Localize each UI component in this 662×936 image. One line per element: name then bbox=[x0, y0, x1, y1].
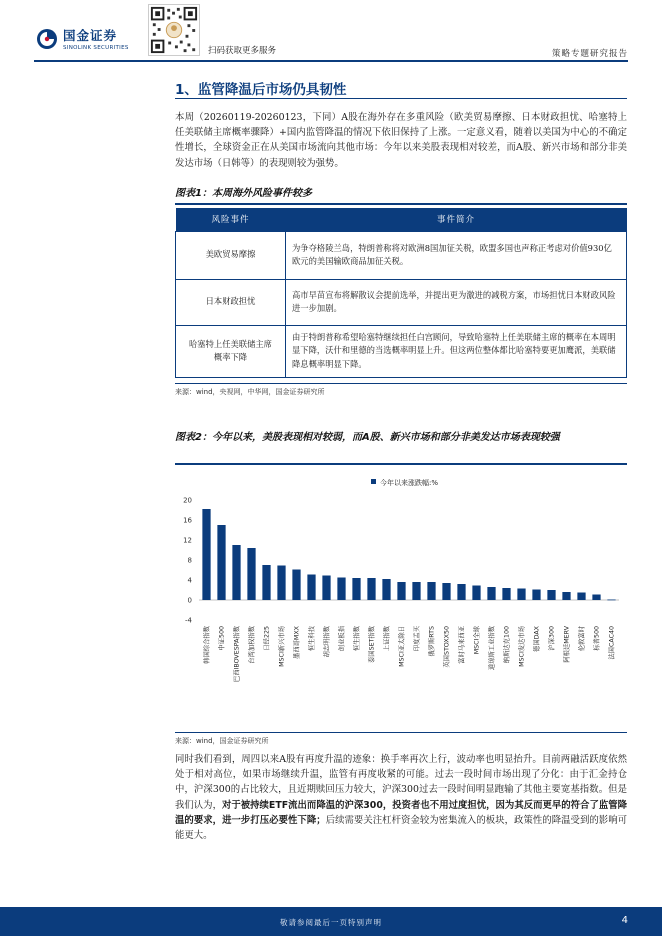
company-logo bbox=[36, 26, 129, 51]
bar bbox=[322, 576, 330, 601]
bar bbox=[202, 509, 210, 600]
x-tick-label: 法国CAC40 bbox=[608, 626, 616, 660]
table-cell-event: 日本财政担忧 bbox=[176, 279, 286, 325]
table-cell-desc: 由于特朗普称希望哈塞特继续担任白宫顾问，导致哈塞特上任美联储主席的概率在本周明显下降，沃什和里德的当选概率明显上升。但这两位整体都比哈塞特要更加鹰派，美联储降息概率明显下降。 bbox=[286, 325, 627, 377]
figure2-title: 图表2：今年以来，美股表现相对较弱，而A股、新兴市场和部分非美发达市场表现较强 bbox=[175, 432, 560, 443]
report-type: 策略专题研究报告 bbox=[551, 49, 628, 59]
table-header-event: 风险事件 bbox=[176, 208, 286, 231]
table-cell-desc: 高市早苗宣布将解散议会提前选举，并提出更为激进的减税方案，市场担忧日本财政风险进一步加剧。 bbox=[286, 279, 627, 325]
bar bbox=[292, 570, 300, 601]
section-divider bbox=[175, 98, 627, 99]
page-footer bbox=[0, 907, 662, 936]
x-tick-label: MSCI亚太除日 bbox=[398, 626, 406, 667]
figure1-source: 来源：wind，央视网，中华网，国金证券研究所 bbox=[175, 388, 325, 396]
bar bbox=[577, 593, 585, 601]
x-tick-label: 富时马来西亚 bbox=[458, 626, 466, 664]
bar bbox=[232, 545, 240, 600]
bar bbox=[442, 583, 450, 600]
table-cell-event: 哈塞特上任美联储主席概率下降 bbox=[176, 325, 286, 377]
bar bbox=[457, 584, 465, 600]
x-tick-label: 日经225 bbox=[263, 626, 271, 651]
figure1-title: 图表1：本周海外风险事件较多 bbox=[175, 188, 312, 199]
qr-caption: 扫码获取更多服务 bbox=[208, 46, 277, 56]
table-header-desc: 事件简介 bbox=[286, 208, 627, 231]
x-tick-label: 沪深300 bbox=[548, 626, 556, 651]
bar bbox=[397, 582, 405, 600]
x-tick-label: 创业板指 bbox=[338, 626, 346, 652]
analysis-text-b: 后续需要关注杠杆资金较为密集流入的板块，政策性的降温受到的影响可能更大。 bbox=[175, 814, 627, 842]
figure2-rule bbox=[175, 463, 627, 465]
x-tick-label: 标普500 bbox=[593, 626, 601, 651]
table-cell-desc: 为争夺格陵兰岛，特朗普称将对欧洲8国加征关税，欧盟多国也声称正考虑对价值930亿欧元的美国输欧商品加征关税。 bbox=[286, 231, 627, 279]
legend-swatch bbox=[371, 479, 376, 484]
analysis-paragraph bbox=[175, 752, 627, 843]
bar bbox=[367, 578, 375, 600]
x-tick-label: 英国STOXX50 bbox=[443, 626, 451, 668]
bar bbox=[352, 578, 360, 600]
analysis-text-bold: 对于被持续ETF流出而降温的沪深300，投资者也不用过度担忧，因为其反而更早的符合了监管降温的要求，进一步打压必要性下降； bbox=[175, 799, 627, 826]
bar bbox=[382, 579, 390, 600]
y-tick-label: 4 bbox=[187, 576, 192, 585]
sinolink-logo-icon bbox=[36, 28, 58, 50]
bar bbox=[412, 582, 420, 600]
figure1-bottom-rule bbox=[175, 383, 627, 384]
bar bbox=[217, 525, 225, 600]
bar bbox=[532, 590, 540, 601]
x-tick-label: 胡志明指数 bbox=[323, 626, 331, 658]
x-tick-label: 印度孟买 bbox=[413, 626, 421, 652]
x-tick-label: 巴西IBOVESPA指数 bbox=[233, 626, 241, 683]
x-tick-label: MSCI全球 bbox=[473, 626, 481, 655]
x-tick-label: 泰国SET指数 bbox=[368, 626, 376, 664]
chart-bars bbox=[202, 509, 615, 600]
section-title: 1、监管降温后市场仍具韧性 bbox=[175, 82, 347, 98]
x-tick-label: 伦敦富时 bbox=[578, 626, 586, 652]
bar bbox=[517, 589, 525, 601]
x-tick-label: 道琼斯工业指数 bbox=[488, 626, 496, 671]
x-tick-label: 上证指数 bbox=[383, 626, 391, 652]
footer-disclaimer[interactable]: 敬请参阅最后一页特别声明 bbox=[280, 918, 382, 927]
logo-text-en: SINOLINK SECURITIES bbox=[63, 45, 129, 51]
x-tick-label: 俄罗斯RTS bbox=[428, 626, 436, 657]
header-divider bbox=[34, 60, 628, 62]
x-tick-label: MSCI发达市场 bbox=[518, 626, 526, 667]
risk-events-table bbox=[175, 208, 627, 378]
table-row bbox=[176, 231, 627, 279]
y-tick-label: 8 bbox=[187, 556, 192, 565]
bar bbox=[472, 586, 480, 601]
legend-label: 今年以来涨跌幅:% bbox=[380, 479, 439, 487]
table-row bbox=[176, 325, 627, 377]
y-tick-label: 16 bbox=[183, 516, 192, 525]
x-tick-label: 阿根廷MERV bbox=[563, 626, 571, 663]
table-row bbox=[176, 279, 627, 325]
y-tick-label: 0 bbox=[187, 596, 192, 605]
bar bbox=[262, 565, 270, 600]
x-tick-label: 纳斯达克100 bbox=[503, 626, 511, 664]
x-tick-label: 台湾加权指数 bbox=[248, 626, 256, 664]
analysis-text-a: 同时我们看到，周四以来A股有再度升温的迹象：换手率再次上行，波动率也明显抬升。目前两融活跃度依然处于相对高位，如果市场继续升温，监管有再度收紧的可能。过去一段时间市场出现了分化：由于汇金持仓中，沪深300的占比较大，且近期赎回压力较大，沪深300过去一段时间明显跑输了其他主要宽基指数。但是我们认为， bbox=[175, 754, 627, 811]
x-tick-label: MSCI新兴市场 bbox=[278, 626, 286, 667]
figure1-rule bbox=[175, 203, 627, 205]
bar bbox=[337, 578, 345, 601]
logo-text-cn: 国金证券 bbox=[63, 28, 118, 43]
bar bbox=[562, 592, 570, 600]
figure2-source: 来源：wind，国金证券研究所 bbox=[175, 737, 269, 745]
bar bbox=[427, 582, 435, 600]
x-tick-label: 中证500 bbox=[218, 626, 226, 651]
bar bbox=[307, 575, 315, 601]
bar bbox=[487, 587, 495, 600]
bar bbox=[607, 600, 615, 601]
x-tick-label: 恒生指数 bbox=[353, 626, 361, 652]
y-tick-label: 12 bbox=[183, 536, 192, 545]
bar bbox=[247, 548, 255, 600]
bar bbox=[592, 595, 600, 601]
x-tick-label: 墨西哥MXX bbox=[293, 626, 301, 659]
x-tick-label: 德国DAX bbox=[533, 626, 541, 652]
intro-paragraph: 本周（20260119-20260123，下同）A股在海外存在多重风险（欧美贸易摩擦、日本财政担忧、哈塞特上任美联储主席概率骤降）+国内监管降温的情况下依旧保持了上涨。一定意义看，随着以美国为中心的不确定性增长，全球资金正在从美国市场流向其他市场：今年以来美股表现相对较差，而A股、新兴市场和部分非美发达市场（日韩等）的表现则较为强势。 bbox=[175, 112, 627, 169]
page-number: 4 bbox=[621, 915, 628, 926]
x-tick-label: 韩国综合指数 bbox=[203, 626, 211, 664]
x-tick-label: 恒生科技 bbox=[308, 626, 316, 652]
bar bbox=[277, 566, 285, 601]
y-tick-label: 20 bbox=[183, 496, 192, 505]
market-returns-chart bbox=[175, 470, 627, 728]
figure2-bottom-rule bbox=[175, 732, 627, 733]
table-header-row bbox=[176, 208, 627, 231]
bar bbox=[547, 590, 555, 600]
table-cell-event: 美欧贸易摩擦 bbox=[176, 231, 286, 279]
qr-code-icon[interactable] bbox=[148, 4, 200, 56]
bar bbox=[502, 588, 510, 600]
y-tick-label: -4 bbox=[185, 616, 192, 625]
